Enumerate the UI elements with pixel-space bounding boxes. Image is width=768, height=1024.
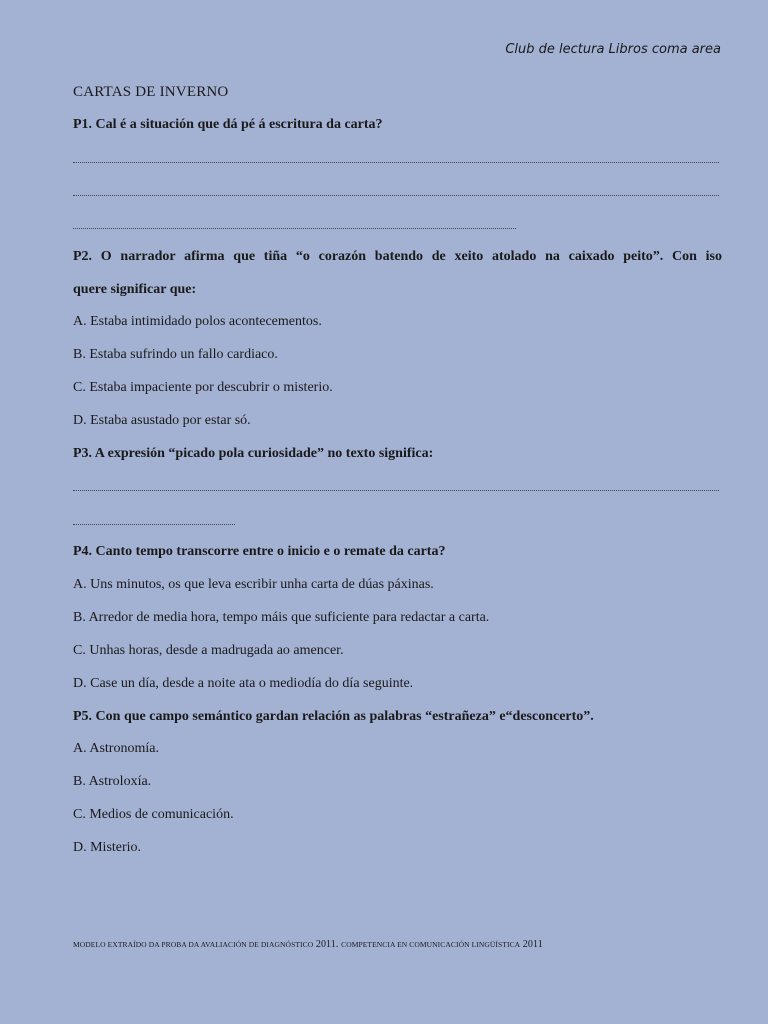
footer-competence: COMPETENCIA EN COMUNICACIÓN LINGÜÍSTICA: [341, 940, 521, 949]
club-header: Club de lectura Libros coma area: [505, 42, 721, 57]
footer-year-2: 2011: [520, 939, 543, 950]
option-p5-a: A. Astronomía.: [73, 741, 159, 756]
option-p2-d: D. Estaba asustado por estar só.: [73, 413, 251, 428]
option-p4-c: C. Unhas horas, desde a madrugada ao amencer.: [73, 643, 344, 658]
source-footer: [73, 939, 543, 950]
footer-source: MODELO EXTRAÍDO DA PROBA DA AVALIACIÓN DE DIAGNÓSTICO: [73, 940, 314, 949]
answer-line-p3-2[interactable]: [73, 524, 235, 525]
document-title: CARTAS DE INVERNO: [73, 84, 229, 100]
option-p2-a: A. Estaba intimidado polos acontecementos.: [73, 314, 322, 329]
option-p2-b: B. Estaba sufrindo un fallo cardiaco.: [73, 347, 278, 362]
question-p3: P3. A expresión “picado pola curiosidade” no texto significa:: [73, 446, 434, 461]
option-p5-c: C. Medios de comunicación.: [73, 807, 234, 822]
question-p2-line1: P2. O narrador afirma que tiña “o corazón batendo de xeito atolado na caixado peito”. Con iso: [73, 249, 722, 264]
option-p5-d: D. Misterio.: [73, 840, 142, 855]
option-p5-b: B. Astroloxía.: [73, 774, 152, 789]
answer-line-p1-2[interactable]: [73, 195, 719, 196]
option-p2-c: C. Estaba impaciente por descubrir o misterio.: [73, 380, 333, 395]
question-p5: P5. Con que campo semántico gardan relación as palabras “estrañeza” e“desconcerto”.: [73, 709, 594, 724]
question-p1: P1. Cal é a situación que dá pé á escritura da carta?: [73, 117, 383, 132]
option-p4-d: D. Case un día, desde a noite ata o mediodía do día seguinte.: [73, 676, 414, 691]
option-p4-b: B. Arredor de media hora, tempo máis que suficiente para redactar a carta.: [73, 610, 490, 625]
question-p2-line2: quere significar que:: [73, 282, 197, 297]
option-p4-a: A. Uns minutos, os que leva escribir unha carta de dúas páxinas.: [73, 577, 434, 592]
footer-year-1: 2011.: [313, 939, 342, 950]
answer-line-p3-1[interactable]: [73, 490, 719, 491]
question-p4: P4. Canto tempo transcorre entre o inicio e o remate da carta?: [73, 544, 446, 559]
answer-line-p1-1[interactable]: [73, 162, 719, 163]
answer-line-p1-3[interactable]: [73, 228, 516, 229]
